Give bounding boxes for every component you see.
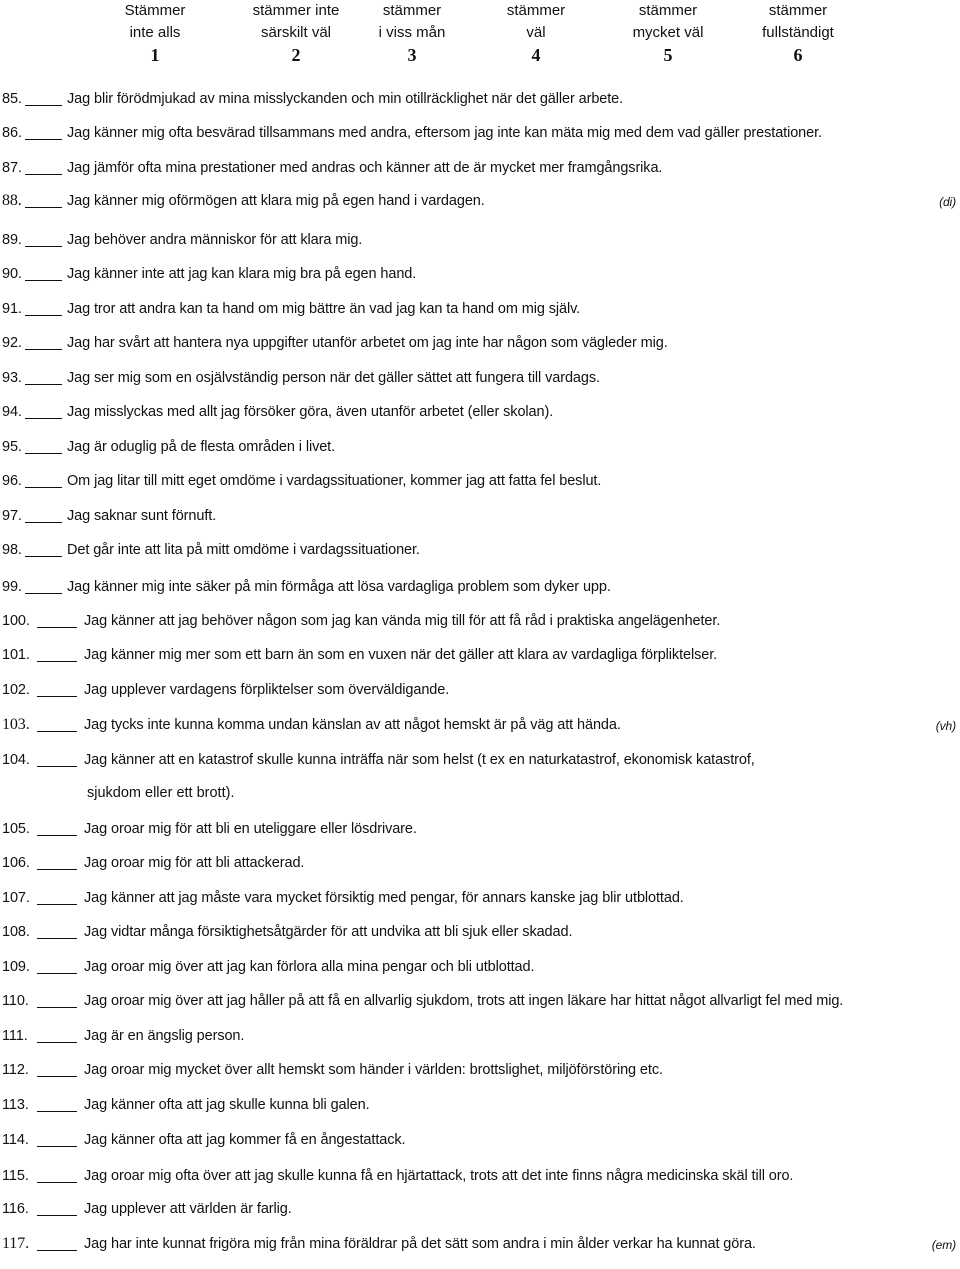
- item-text: Jag upplever att världen är farlig.: [84, 1201, 292, 1217]
- item-text: Jag oroar mig mycket över allt hemskt som händer i världen: brottslighet, miljöförstöring etc.: [84, 1062, 663, 1078]
- item-text: Jag känner att jag måste vara mycket försiktig med pengar, för annars kanske jag blir utblottad.: [84, 890, 684, 906]
- item-number: 109.: [2, 959, 30, 975]
- scale-number: 2: [291, 45, 301, 65]
- item-text: Jag känner mig oförmögen att klara mig på egen hand i vardagen.: [67, 193, 485, 209]
- item-number: 114.: [2, 1132, 29, 1148]
- question-item: [0, 817, 960, 841]
- item-number: 85.: [2, 91, 22, 107]
- item-number: 93.: [2, 370, 22, 386]
- scale-label-line1: stämmer: [506, 2, 566, 19]
- scale-label-line1: stämmer inte: [252, 2, 340, 19]
- item-text: Jag oroar mig för att bli en uteliggare eller lösdrivare.: [84, 821, 417, 837]
- item-number: 108.: [2, 924, 30, 940]
- item-number: 91.: [2, 301, 22, 317]
- question-item: [0, 1164, 960, 1188]
- answer-blank[interactable]: [25, 453, 62, 454]
- answer-blank[interactable]: [25, 315, 62, 316]
- item-text: Jag tycks inte kunna komma undan känslan av att något hemskt är på väg att hända.: [84, 717, 621, 733]
- scale-label-line2: i viss mån: [378, 24, 446, 41]
- item-number: 92.: [2, 335, 22, 351]
- item-number: 97.: [2, 508, 22, 524]
- answer-blank[interactable]: [37, 1042, 77, 1043]
- item-number: 95.: [2, 439, 22, 455]
- item-number: 116.: [2, 1201, 29, 1217]
- item-text: Jag har svårt att hantera nya uppgifter utanför arbetet om jag inte har någon som vägleder mig.: [67, 335, 668, 351]
- question-item: [0, 435, 960, 459]
- item-text: Jag behöver andra människor för att klara mig.: [67, 232, 363, 248]
- rating-scale-header: [0, 0, 960, 70]
- question-item: [0, 1232, 960, 1256]
- scale-number: 3: [407, 45, 417, 65]
- question-item: [0, 851, 960, 875]
- question-item: [0, 366, 960, 390]
- question-item: [0, 643, 960, 667]
- scale-label-line1: Stämmer: [124, 2, 186, 19]
- answer-blank[interactable]: [37, 1076, 77, 1077]
- answer-blank[interactable]: [25, 593, 62, 594]
- item-text: Jag vidtar många försiktighetsåtgärder för att undvika att bli sjuk eller skadad.: [84, 924, 573, 940]
- item-number: 110.: [2, 993, 29, 1009]
- item-number: 107.: [2, 890, 30, 906]
- item-number: 89.: [2, 232, 22, 248]
- item-text: Jag ser mig som en osjälvständig person när det gäller sättet att fungera till vardags.: [67, 370, 600, 386]
- answer-blank[interactable]: [37, 627, 77, 628]
- item-number: 113.: [2, 1097, 29, 1113]
- item-text: Jag upplever vardagens förpliktelser som överväldigande.: [84, 682, 450, 698]
- question-item: [0, 955, 960, 979]
- item-text: Jag tror att andra kan ta hand om mig bättre än vad jag kan ta hand om mig själv.: [67, 301, 581, 317]
- question-item: [0, 189, 960, 213]
- question-item: [0, 262, 960, 286]
- item-text: Jag känner att en katastrof skulle kunna inträffa när som helst (t ex en naturkatastrof, ekonomisk katastrof,: [84, 752, 755, 768]
- schema-tag: (em): [931, 1238, 956, 1252]
- question-item: [0, 609, 960, 633]
- item-number: 104.: [2, 752, 30, 768]
- item-number: 88.: [2, 192, 22, 209]
- item-number: 87.: [2, 160, 22, 176]
- item-number: 100.: [2, 613, 30, 629]
- question-item: [0, 1058, 960, 1082]
- question-item: [0, 1128, 960, 1152]
- item-text: Jag är en ängslig person.: [84, 1028, 245, 1044]
- item-text: Jag är oduglig på de flesta områden i livet.: [67, 439, 336, 455]
- scale-label-line2: inte alls: [129, 24, 181, 41]
- answer-blank[interactable]: [37, 1215, 77, 1216]
- question-item: [0, 331, 960, 355]
- question-item: [0, 920, 960, 944]
- item-number: 94.: [2, 404, 22, 420]
- answer-blank[interactable]: [37, 904, 77, 905]
- item-number: 106.: [2, 855, 30, 871]
- item-text: Jag känner ofta att jag kommer få en ångestattack.: [84, 1132, 406, 1148]
- item-text: Jag saknar sunt förnuft.: [67, 508, 217, 524]
- question-item: [0, 469, 960, 493]
- item-number: 117.: [2, 1235, 30, 1252]
- item-text: Jag jämför ofta mina prestationer med andras och känner att de är mycket mer framgångsrika.: [67, 160, 663, 176]
- question-item: [0, 1197, 960, 1221]
- question-item: [0, 748, 960, 772]
- answer-blank[interactable]: [37, 1146, 77, 1147]
- question-item: [0, 504, 960, 528]
- question-item: [0, 713, 960, 737]
- answer-blank[interactable]: [37, 731, 77, 732]
- scale-column-4: [471, 0, 601, 66]
- scale-column-6: [733, 0, 863, 66]
- scale-number: 5: [663, 45, 673, 65]
- schema-tag: (di): [939, 195, 956, 209]
- question-item: [0, 538, 960, 562]
- scale-label-line1: stämmer: [382, 2, 442, 19]
- item-number: 103.: [2, 716, 30, 733]
- answer-blank[interactable]: [25, 487, 62, 488]
- answer-blank[interactable]: [25, 280, 62, 281]
- item-number: 98.: [2, 542, 22, 558]
- scale-column-1: [90, 0, 220, 66]
- scale-label-line2: särskilt väl: [260, 24, 331, 41]
- answer-blank[interactable]: [25, 556, 62, 557]
- answer-blank[interactable]: [37, 1182, 77, 1183]
- answer-blank[interactable]: [25, 139, 62, 140]
- scale-column-2: [231, 0, 361, 66]
- item-text: Jag känner mig inte säker på min förmåga att lösa vardagliga problem som dyker upp.: [67, 579, 611, 595]
- scale-label-line2: mycket väl: [632, 24, 704, 41]
- question-item: [0, 678, 960, 702]
- answer-blank[interactable]: [37, 973, 77, 974]
- answer-blank[interactable]: [37, 1250, 77, 1251]
- item-text: Jag känner mig ofta besvärad tillsammans med andra, eftersom jag inte kan mäta mig med dem vad gäller prestationer.: [67, 125, 822, 141]
- question-item: [0, 121, 960, 145]
- scale-number: 1: [150, 45, 160, 65]
- item-text: Jag har inte kunnat frigöra mig från mina föräldrar på det sätt som andra i min ålder verkar ha kunnat göra.: [84, 1236, 756, 1252]
- item-text: Jag misslyckas med allt jag försöker göra, även utanför arbetet (eller skolan).: [67, 404, 554, 420]
- answer-blank[interactable]: [37, 696, 77, 697]
- item-number: 99.: [2, 579, 22, 595]
- item-text: Om jag litar till mitt eget omdöme i vardagssituationer, kommer jag att fatta fel beslut.: [67, 473, 602, 489]
- question-item: [0, 575, 960, 599]
- scale-label-line1: stämmer: [638, 2, 698, 19]
- item-text: Jag känner att jag behöver någon som jag kan vända mig till för att få råd i praktiska angelägenheter.: [84, 613, 721, 629]
- item-number: 102.: [2, 682, 30, 698]
- answer-blank[interactable]: [25, 105, 62, 106]
- item-text: Jag blir förödmjukad av mina misslyckanden och min otillräcklighet när det gäller arbete.: [67, 91, 624, 107]
- answer-blank[interactable]: [37, 1111, 77, 1112]
- answer-blank[interactable]: [25, 207, 62, 208]
- answer-blank[interactable]: [25, 174, 62, 175]
- question-item: [0, 228, 960, 252]
- answer-blank[interactable]: [37, 938, 77, 939]
- item-number: 111.: [2, 1028, 28, 1044]
- item-text: Det går inte att lita på mitt omdöme i vardagssituationer.: [67, 542, 420, 558]
- question-item: [0, 400, 960, 424]
- answer-blank[interactable]: [37, 869, 77, 870]
- answer-blank[interactable]: [37, 766, 77, 767]
- answer-blank[interactable]: [25, 522, 62, 523]
- item-text-continuation: sjukdom eller ett brott).: [87, 785, 235, 801]
- question-item: [0, 87, 960, 111]
- question-item: [0, 989, 960, 1013]
- scale-column-5: [603, 0, 733, 66]
- item-text: Jag känner ofta att jag skulle kunna bli galen.: [84, 1097, 370, 1113]
- scale-number: 4: [531, 45, 541, 65]
- question-item: [0, 1093, 960, 1117]
- item-text: Jag oroar mig över att jag kan förlora alla mina pengar och bli utblottad.: [84, 959, 535, 975]
- item-number: 101.: [2, 647, 30, 663]
- item-number: 115.: [2, 1168, 29, 1184]
- item-number: 86.: [2, 125, 22, 141]
- item-text: Jag känner mig mer som ett barn än som en vuxen när det gäller att klara av vardagliga förpliktelser.: [84, 647, 718, 663]
- question-item: [0, 1024, 960, 1048]
- answer-blank[interactable]: [25, 384, 62, 385]
- answer-blank[interactable]: [25, 418, 62, 419]
- item-number: 112.: [2, 1062, 29, 1078]
- question-item: [0, 297, 960, 321]
- item-text: Jag oroar mig över att jag håller på att få en allvarlig sjukdom, trots att ingen läkare har hittat något allvarligt fel med mig.: [84, 993, 844, 1009]
- item-text: Jag oroar mig för att bli attackerad.: [84, 855, 305, 871]
- item-text: Jag oroar mig ofta över att jag skulle kunna få en hjärtattack, trots att det inte finns några medicinska skäl till oro.: [84, 1168, 794, 1184]
- item-number: 90.: [2, 266, 22, 282]
- item-number: 96.: [2, 473, 22, 489]
- scale-label-line1: stämmer: [768, 2, 828, 19]
- question-item: [0, 156, 960, 180]
- scale-column-3: [347, 0, 477, 66]
- answer-blank[interactable]: [25, 349, 62, 350]
- scale-label-line2: fullständigt: [762, 24, 834, 41]
- answer-blank[interactable]: [37, 661, 77, 662]
- answer-blank[interactable]: [25, 246, 62, 247]
- scale-label-line2: väl: [526, 24, 546, 41]
- item-number: 105.: [2, 821, 30, 837]
- answer-blank[interactable]: [37, 835, 77, 836]
- item-text: Jag känner inte att jag kan klara mig bra på egen hand.: [67, 266, 417, 282]
- answer-blank[interactable]: [37, 1007, 77, 1008]
- scale-number: 6: [793, 45, 803, 65]
- question-item: [0, 886, 960, 910]
- schema-tag: (vh): [935, 719, 956, 733]
